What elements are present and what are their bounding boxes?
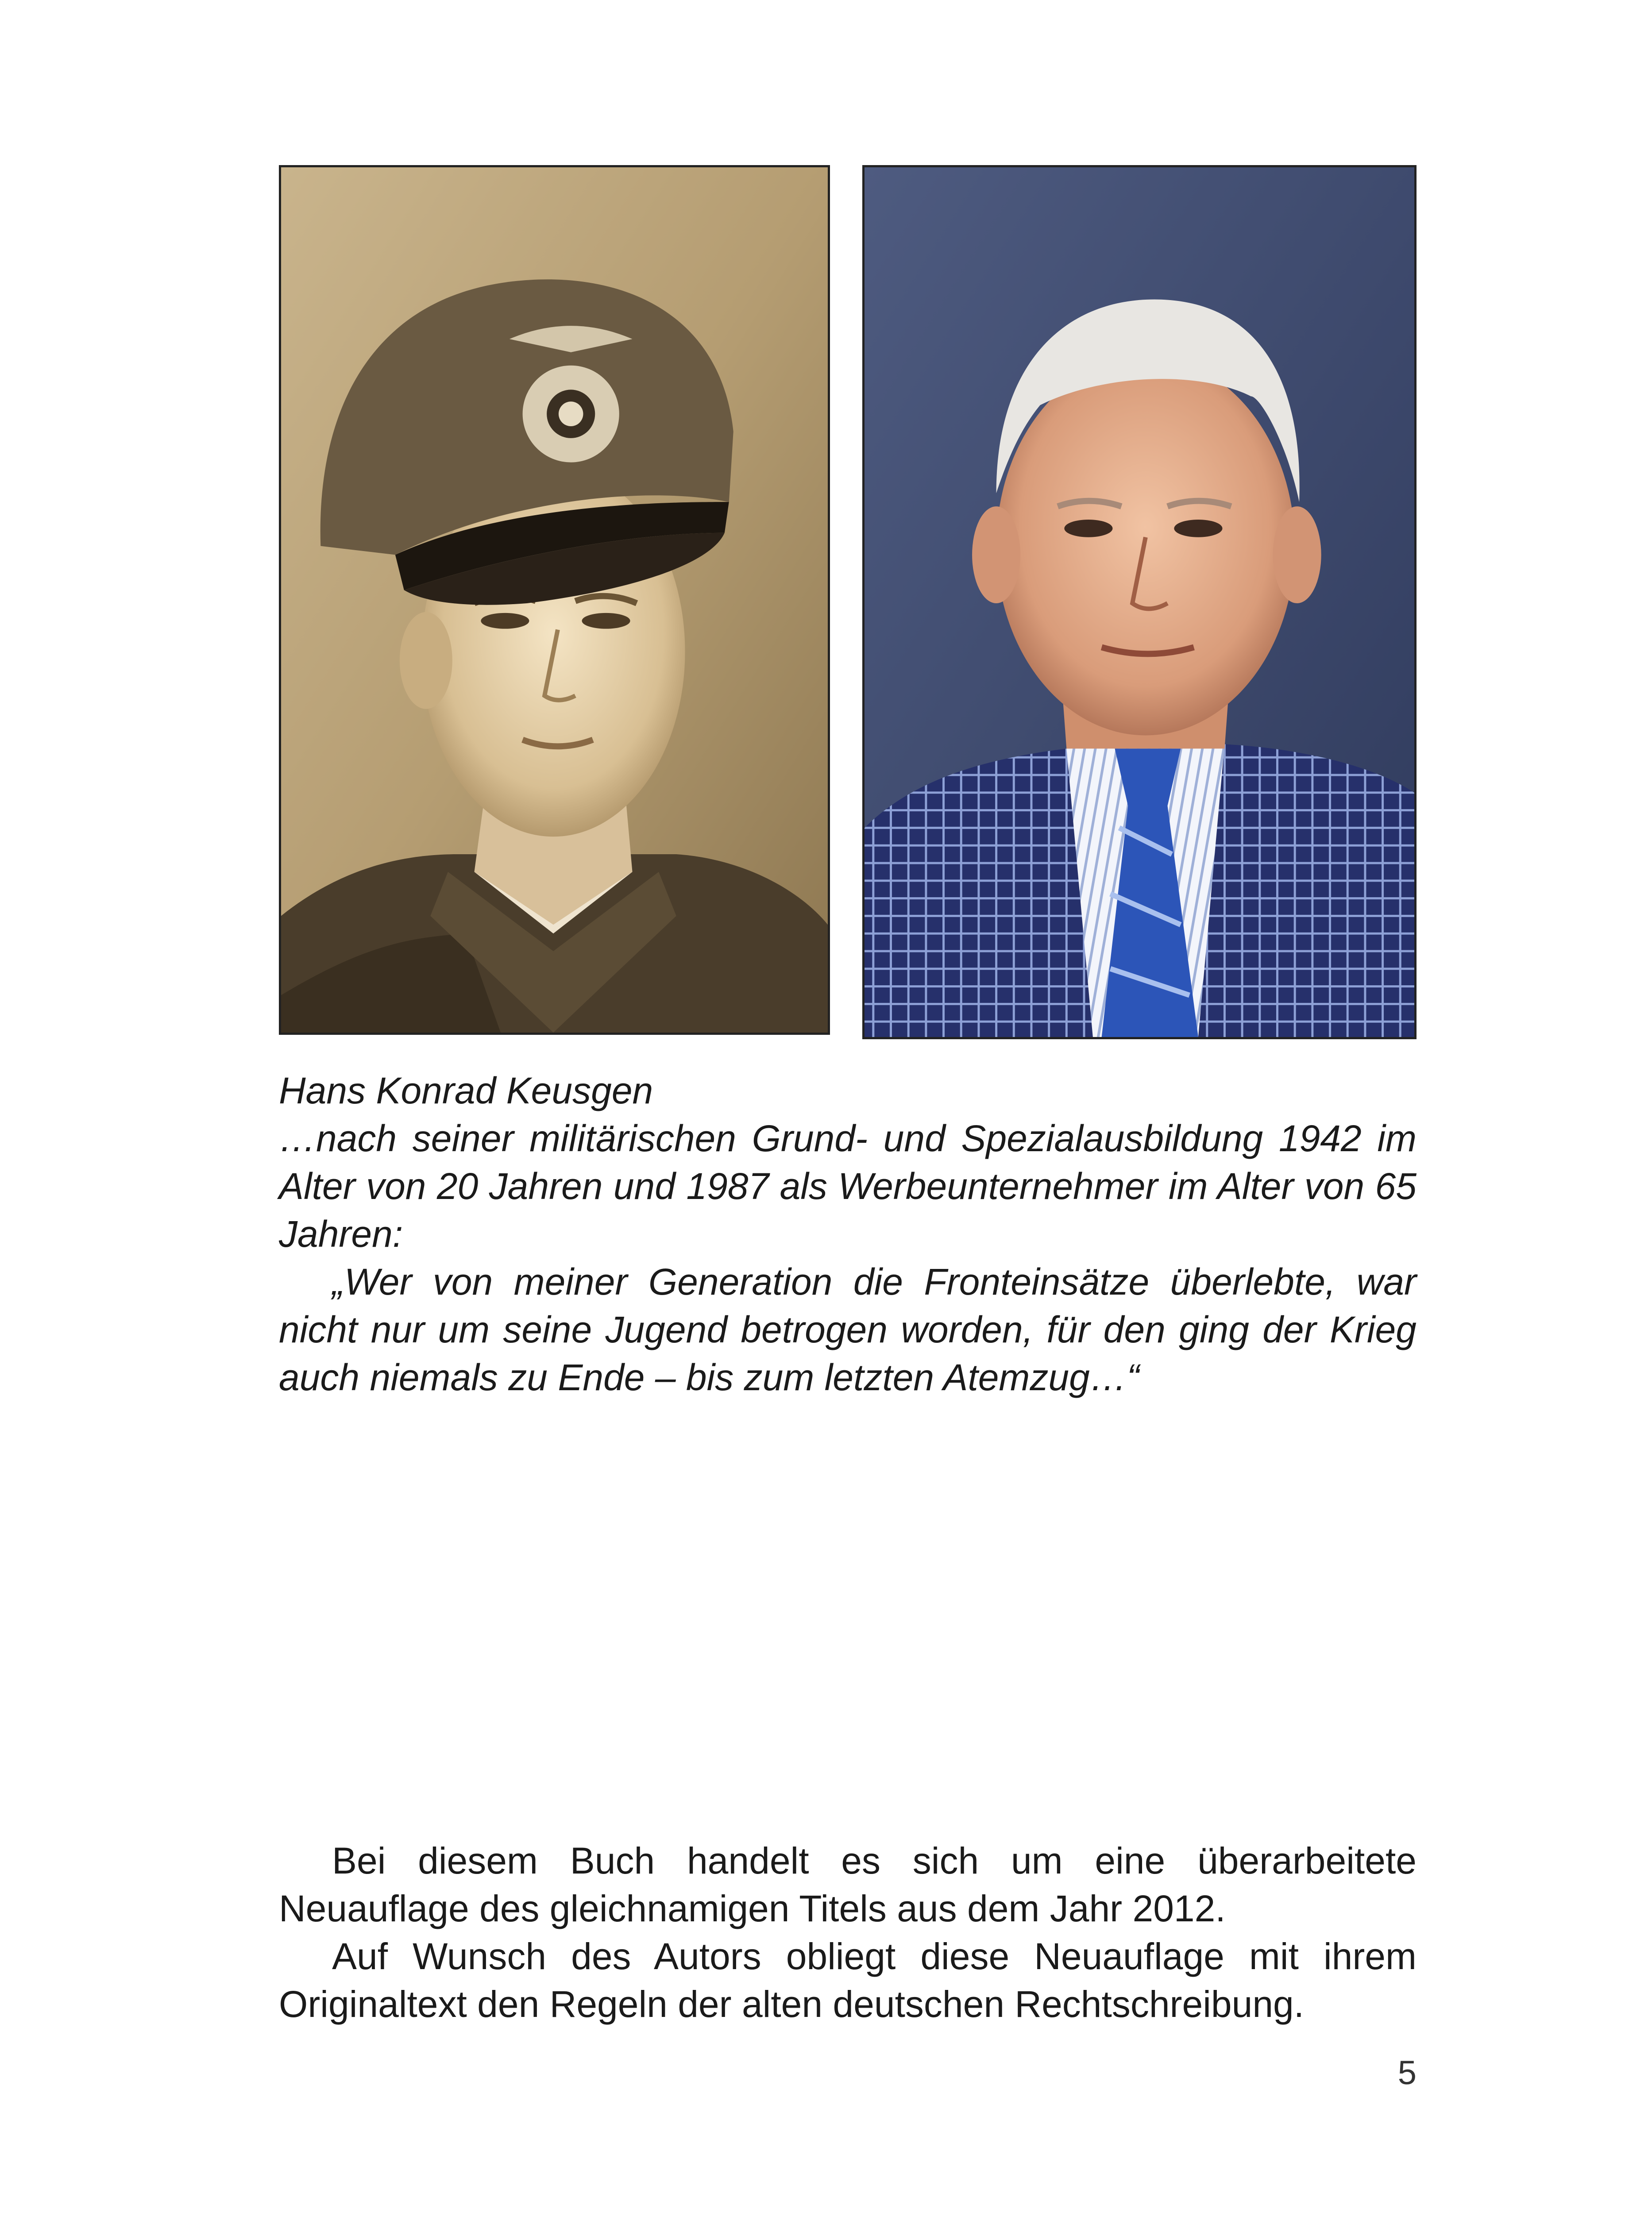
page-number: 5: [1397, 2054, 1417, 2092]
photo-young-image: [281, 167, 828, 1033]
photo-young-soldier: [279, 165, 830, 1035]
caption-name: Hans Konrad Keusgen: [279, 1070, 653, 1111]
edition-note-paragraph-2: Auf Wunsch des Autors obliegt diese Neuauflage mit ihrem Originaltext den Regeln der alten deutschen Rechtschreibung.: [279, 1935, 1417, 2025]
photo-older-man: [862, 165, 1417, 1039]
edition-note-paragraph-1: Bei diesem Buch handelt es sich um eine überarbeitete Neuauflage des gleichnamigen Titels aus dem Jahr 2012.: [279, 1840, 1417, 1929]
photo-caption: [279, 1067, 1417, 1401]
caption-quote: „Wer von meiner Generation die Fronteinsätze überlebte, war nicht nur um seine Jugend betrogen worden, für den ging der Krieg auch niemals zu Ende – bis zum letzten Atemzug…“: [279, 1261, 1417, 1398]
edition-note: [279, 1837, 1417, 2028]
caption-description: …nach seiner militärischen Grund- und Spezialausbildung 1942 im Alter von 20 Jahren und 1987 als Werbeunternehmer im Alter von 65 Jahren:: [279, 1118, 1417, 1255]
photo-old-image: [865, 167, 1414, 1037]
